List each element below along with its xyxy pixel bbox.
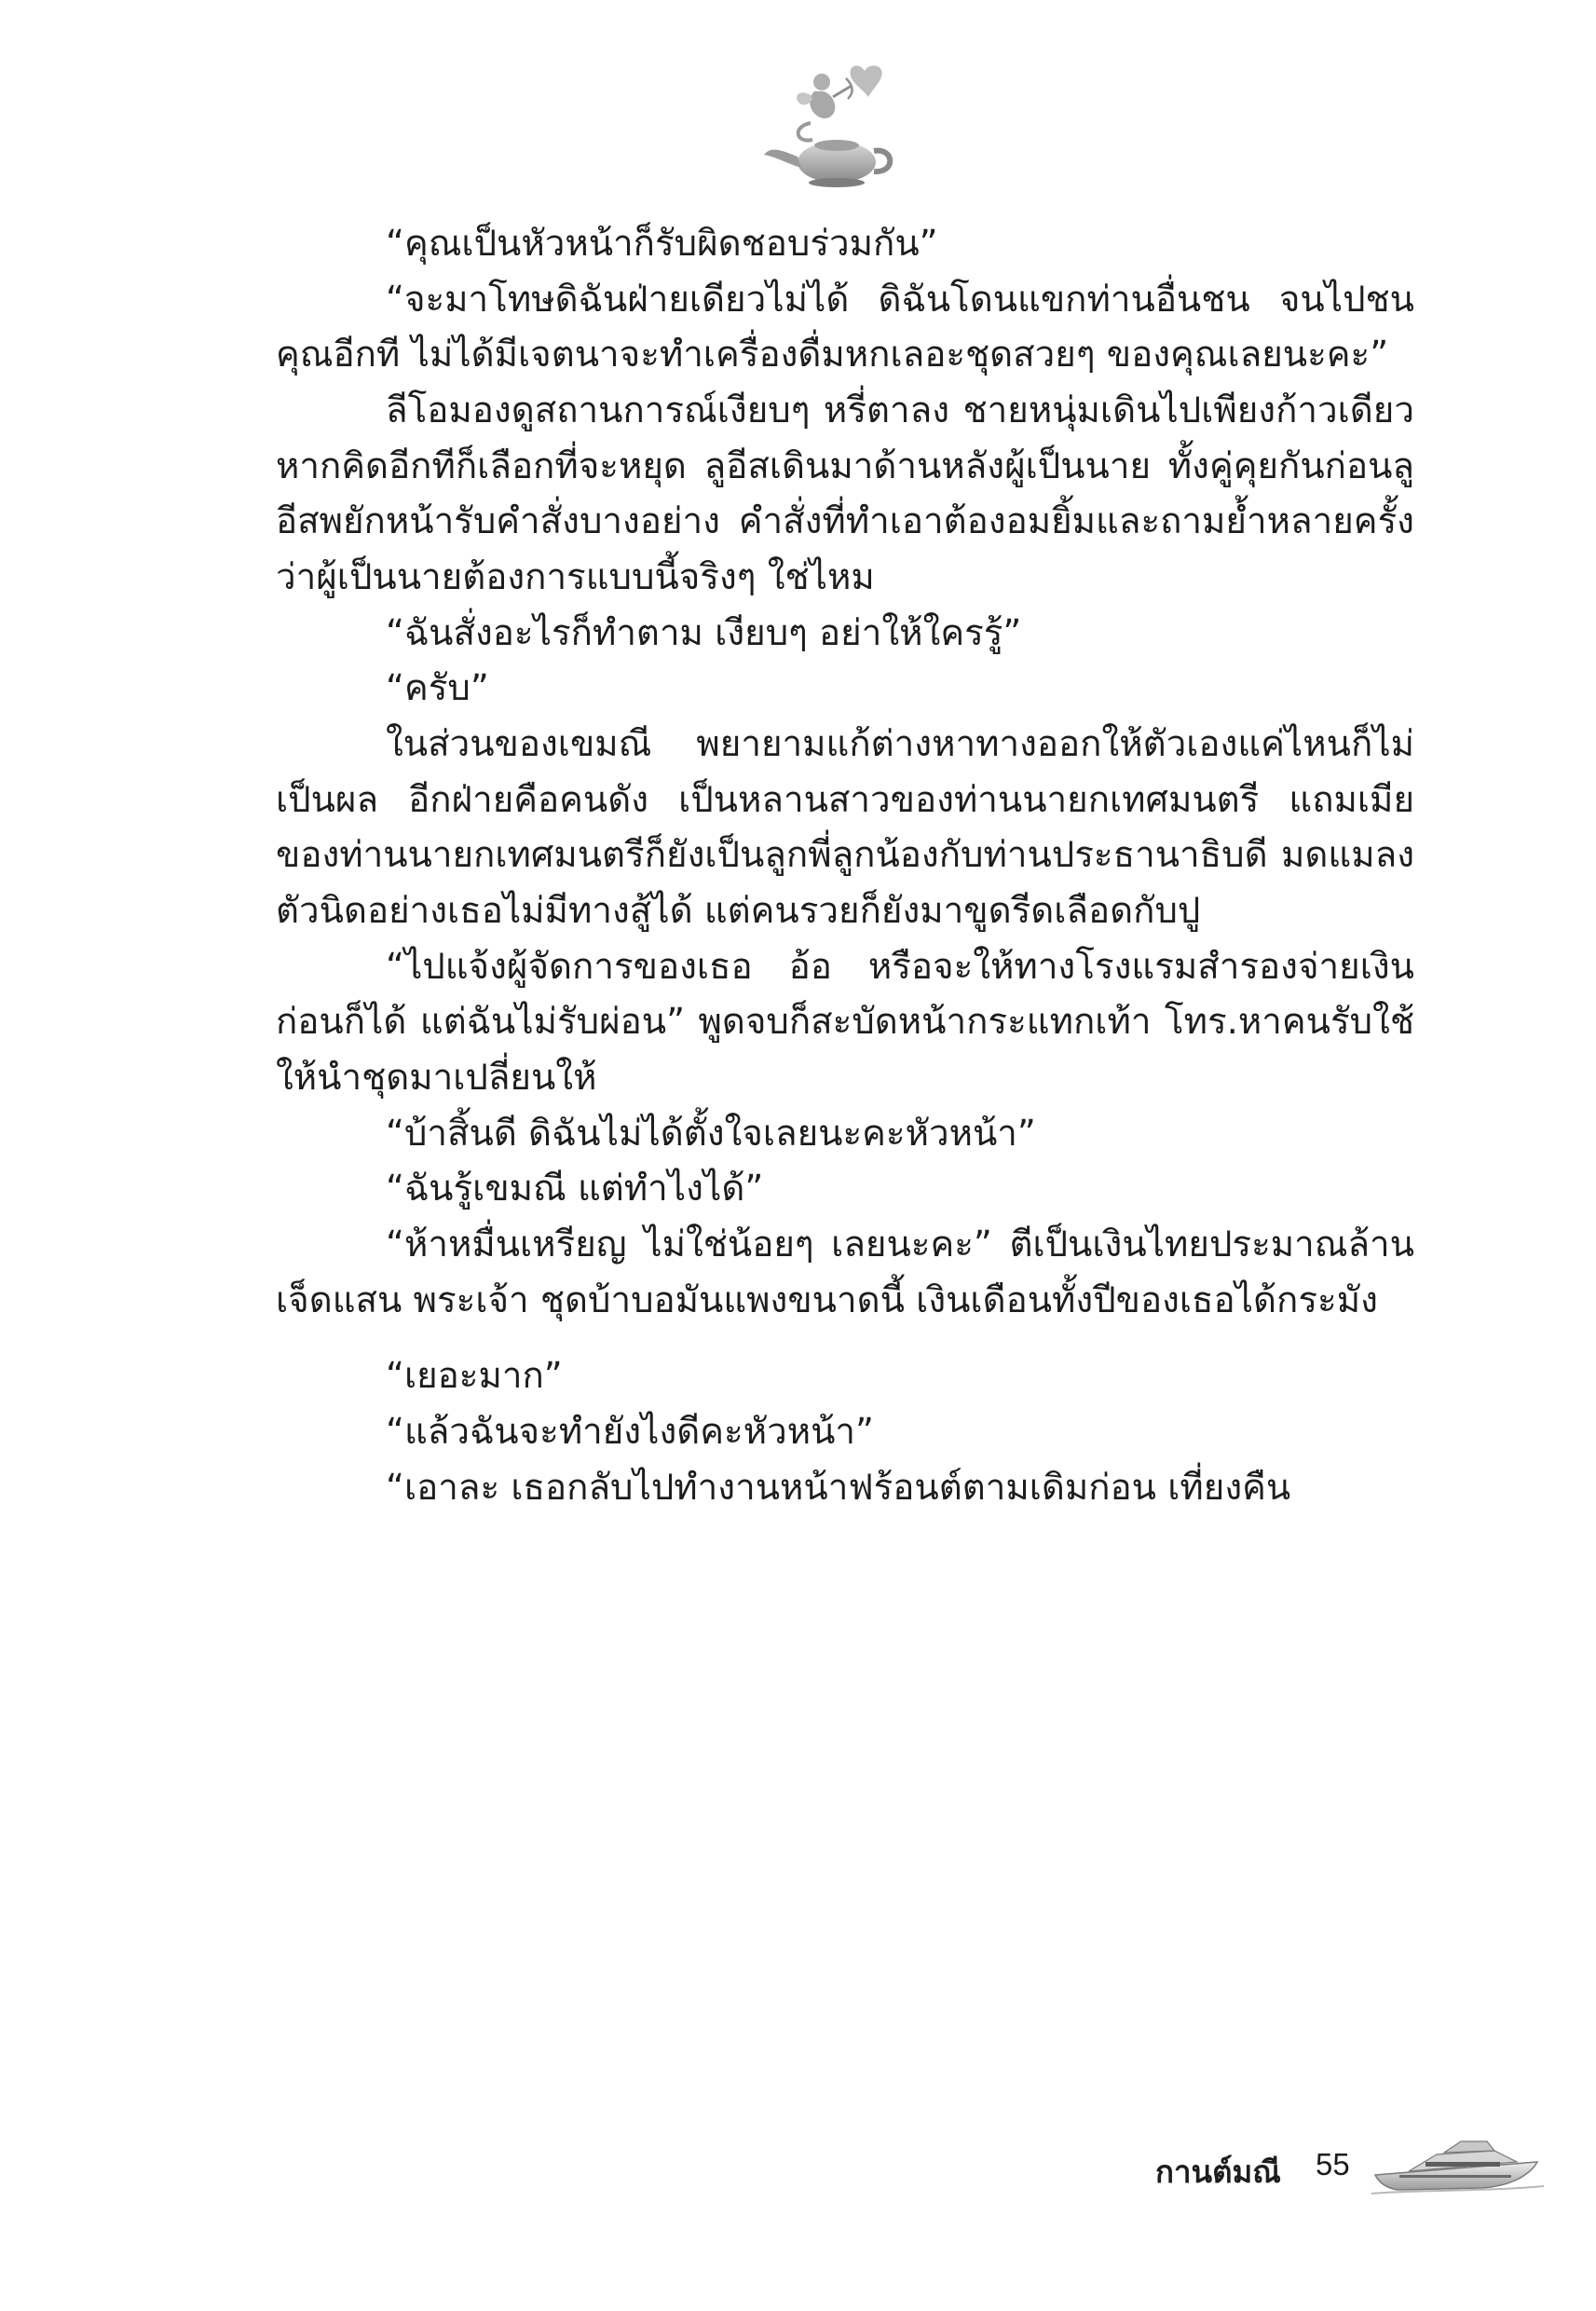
paragraph-8: “บ้าสิ้นดี ดิฉันไม่ได้ตั้งใจเลยนะคะหัวหน้า” — [386, 1112, 1036, 1155]
paragraph-10: “ห้าหมื่นเหรียญ ไม่ใช่น้อยๆ เลยนะคะ” ตีเป็นเงินไทยประมาณล้านเจ็ดแสน พระเจ้า ชุดบ้าบอมันแพงขนาดนี้ เงินเดือนทั้งปีของเธอได้กระมัง — [276, 1224, 1414, 1321]
paragraph-6: ในส่วนของเขมณี พยายามแก้ต่างหาทางออกให้ตัวเองแค่ไหนก็ไม่เป็นผล อีกฝ่ายคือคนดัง เป็นหลานสาวของท่านนายกเทศมนตรี แถมเมียของท่านนายกเทศมนตรีก็ยังเป็นลูกพี่ลูกน้องกับท่านประธานาธิบดี มดแมลงตัวนิดอย่างเธอไม่มีทางสู้ได้ แต่คนรวยก็ยังมาขูดรีดเลือดกับปู — [276, 723, 1414, 933]
paragraph-3: ลีโอมองดูสถานการณ์เงียบๆ หรี่ตาลง ชายหนุ่มเดินไปเพียงก้าวเดียว หากคิดอีกทีก็เลือกที่จะหยุด ลูอีสเดินมาด้านหลังผู้เป็นนาย ทั้งคู่คุยกันก่อนลูอีสพยักหน้ารับคำสั่งบางอย่าง คำสั่งที่ทำเอาต้องอมยิ้มและถามย้ำหลายครั้งว่าผู้เป็นนายต้องการแบบนี้จริงๆ ใช่ไหม — [276, 390, 1414, 599]
page-footer — [1155, 2134, 1547, 2208]
paragraph-5: “ครับ” — [386, 667, 489, 710]
paragraph-2: “จะมาโทษดิฉันฝ่ายเดียวไม่ได้ ดิฉันโดนแขกท่านอื่นชน จนไปชนคุณอีกที ไม่ได้มีเจตนาจะทำเครื่องดื่มหกเลอะชุดสวยๆ ของคุณเลยนะคะ” — [276, 278, 1414, 376]
paragraph-9: “ฉันรู้เขมณี แต่ทำไงได้” — [386, 1168, 764, 1210]
teapot-with-cupid-icon — [755, 54, 913, 194]
paragraph-11: “เยอะมาก” — [386, 1355, 563, 1398]
story-text — [276, 216, 1414, 1515]
paragraph-4: “ฉันสั่งอะไรก็ทำตาม เงียบๆ อย่าให้ใครรู้” — [386, 611, 1022, 654]
paragraph-1: “คุณเป็นหัวหน้าก็รับผิดชอบร่วมกัน” — [386, 223, 938, 265]
paragraph-12: “แล้วฉันจะทำยังไงดีคะหัวหน้า” — [386, 1411, 874, 1454]
paragraph-13: “เอาละ เธอกลับไปทำงานหน้าฟร้อนต์ตามเดิมก่อน เที่ยงคืน — [386, 1466, 1291, 1509]
yacht-icon — [1371, 2134, 1544, 2199]
book-title: กานต์มณี — [1155, 2154, 1281, 2190]
paragraph-7: “ไปแจ้งผู้จัดการของเธอ อ้อ หรือจะให้ทางโรงแรมสำรองจ่ายเงินก่อนก็ได้ แต่ฉันไม่รับผ่อน” พูดจบก็สะบัดหน้ากระแทกเท้า โทร.หาคนรับใช้ให้นำชุดมาเปลี่ยนให้ — [276, 945, 1414, 1100]
page-number: 55 — [1316, 2147, 1350, 2181]
